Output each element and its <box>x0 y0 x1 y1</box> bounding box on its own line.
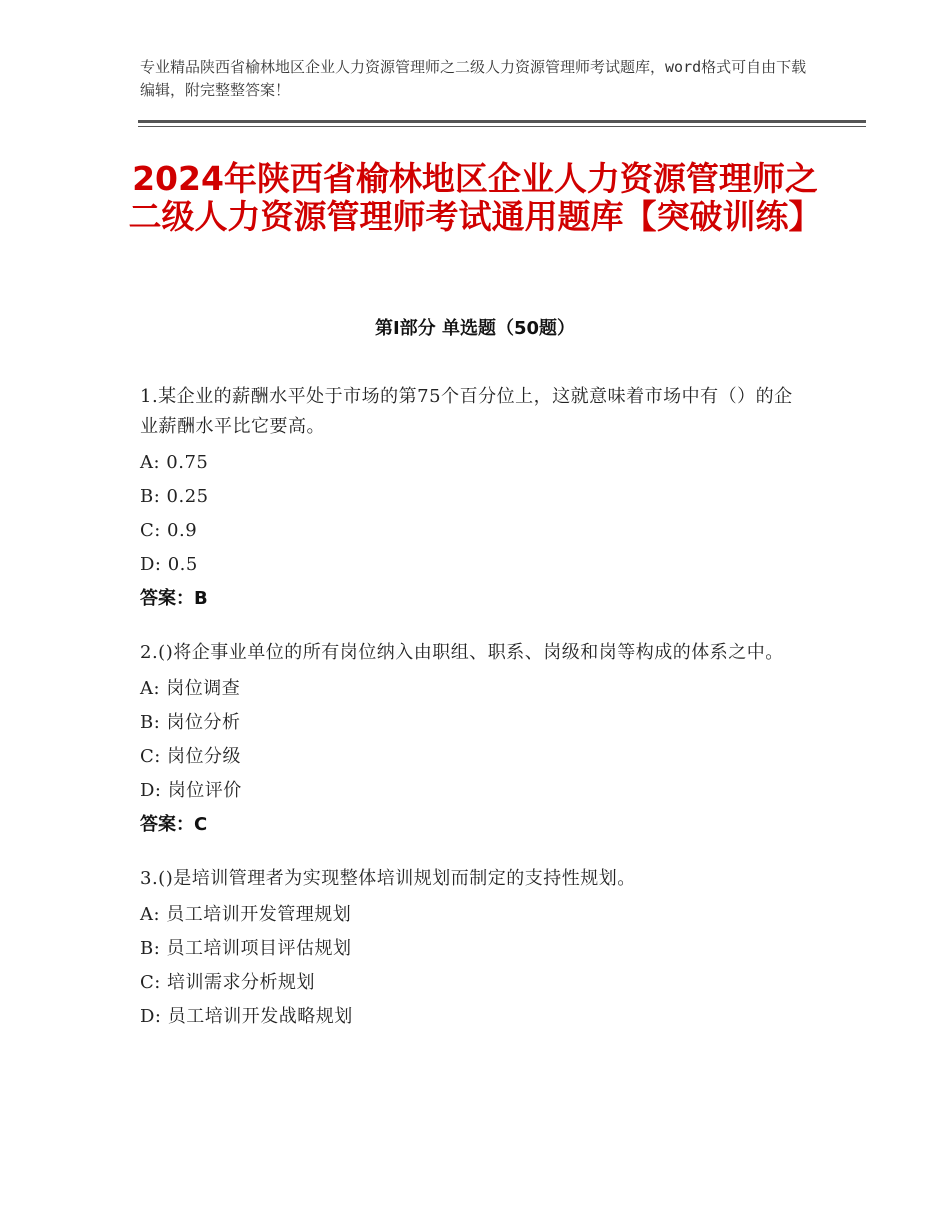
question-option-a: A: 员工培训开发管理规划 <box>140 904 352 925</box>
question-option-c: C: 培训需求分析规划 <box>140 972 316 993</box>
header-divider-thick <box>138 120 866 123</box>
question-item <box>140 864 810 1034</box>
question-option-d: D: 岗位评价 <box>140 780 242 801</box>
question-option-a: A: 岗位调查 <box>140 678 241 699</box>
question-option-b: B: 员工培训项目评估规划 <box>140 938 352 959</box>
question-item <box>140 382 810 616</box>
question-answer: 答案：C <box>140 814 208 835</box>
header-divider-thin <box>138 126 866 127</box>
header-note: 专业精品陕西省榆林地区企业人力资源管理师之二级人力资源管理师考试题库，word格式可自由下载编辑，附完整整答案！ <box>140 58 807 99</box>
question-option-d: D: 员工培训开发战略规划 <box>140 1006 353 1027</box>
question-option-c: C: 岗位分级 <box>140 746 242 767</box>
question-stem: 3.()是培训管理者为实现整体培训规划而制定的支持性规划。 <box>140 868 636 889</box>
question-option-d: D: 0.5 <box>140 554 198 575</box>
section-heading: 第Ⅰ部分 单选题（50题） <box>374 318 575 339</box>
question-answer: 答案：B <box>140 588 208 609</box>
document-title: 2024年陕西省榆林地区企业人力资源管理师之二级人力资源管理师考试通用题库【突破训练】 <box>128 159 822 236</box>
question-option-c: C: 0.9 <box>140 520 198 541</box>
question-stem: 1.某企业的薪酬水平处于市场的第75个百分位上，这就意味着市场中有（）的企业薪酬水平比它要高。 <box>140 386 793 437</box>
question-item <box>140 638 810 842</box>
question-list <box>140 382 810 1056</box>
question-option-a: A: 0.75 <box>140 452 209 473</box>
question-option-b: B: 岗位分析 <box>140 712 241 733</box>
question-stem: 2.()将企事业单位的所有岗位纳入由职组、职系、岗级和岗等构成的体系之中。 <box>140 642 784 663</box>
question-option-b: B: 0.25 <box>140 486 209 507</box>
